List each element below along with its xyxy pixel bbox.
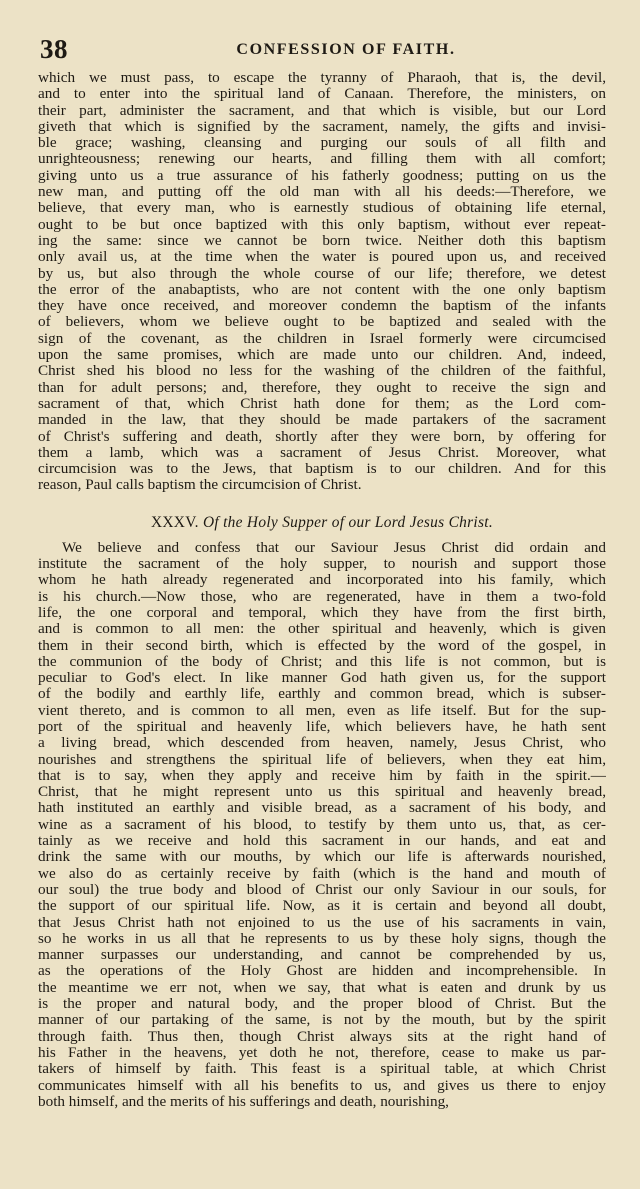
text-line: hath instituted an earthly and visible bread, as a sacrament of his body, and: [38, 800, 606, 817]
text-line: Christ shed his blood no less for the washing of the children of the faithful,: [38, 363, 606, 380]
text-line: whom he hath already regenerated and incorporated into his family, which: [38, 572, 606, 589]
page-number: 38: [40, 34, 68, 64]
text-line: our soul) the true body and blood of Christ our only Saviour in our souls, for: [38, 881, 606, 898]
text-line: manded in the law, that they should be made partakers of the sacrament: [38, 412, 606, 429]
text-line: life, the one corporal and temporal, which they have from the first birth,: [38, 604, 606, 621]
text-line: them a lamb, which was a sacrament of Jesus Christ. Moreover, what: [38, 444, 606, 461]
text-line: and is common to all men: the other spiritual and heavenly, which is given: [38, 621, 606, 638]
text-line: wine as a sacrament of his blood, to testify by them unto us, that, as cer-: [38, 816, 606, 833]
section-heading: [38, 514, 606, 532]
text-line: ble grace; washing, cleansing and purging our souls of all filth and: [38, 135, 606, 152]
text-line: Christ, that he might represent unto us this spiritual and heavenly bread,: [38, 784, 606, 801]
text-line: is the proper and natural body, and the proper blood of Christ. But the: [38, 996, 606, 1013]
text-line: his Father in the heavens, yet doth he not, therefore, cease to make us par-: [38, 1044, 606, 1061]
text-line: tainly as we receive and hold this sacrament in our hands, and eat and: [38, 833, 606, 850]
text-line: sacrament of that, which Christ hath done for them; as the Lord com-: [38, 395, 606, 412]
text-line: them in their second birth, which is effected by the word of the gospel, in: [38, 637, 606, 654]
article-34-continuation-paragraph: [38, 70, 606, 494]
section-title: Of the Holy Supper of our Lord Jesus Christ.: [202, 513, 494, 531]
text-line: is his church.—Now those, who are regenerated, have in them a two-fold: [38, 588, 606, 605]
text-line: by us, but also through the whole course of our life; therefore, we detest: [38, 265, 606, 282]
text-line: manner of our partaking of the same, is not by the mouth, but by the spirit: [38, 1012, 606, 1029]
text-line: both himself, and the merits of his sufferings and death, nourishing,: [38, 1093, 449, 1110]
text-line: We believe and confess that our Saviour Jesus Christ did ordain and: [62, 539, 606, 556]
text-line: unrighteousness; renewing our hearts, and filling them with all comfort;: [38, 151, 606, 168]
text-line: new man, and putting off the old man with all his deeds:—Therefore, we: [38, 184, 606, 201]
text-line: than for adult persons; and, therefore, they ought to receive the sign and: [38, 379, 606, 396]
article-35-paragraph: [38, 540, 606, 1110]
text-line: that is to say, when they apply and receive him by faith in the spirit.—: [38, 767, 606, 784]
text-line: ought to be but once baptized with this only baptism, without ever repeat-: [38, 216, 606, 233]
text-line: a living bread, which descended from heaven, namely, Jesus Christ, who: [38, 735, 606, 752]
text-line: port of the spiritual and heavenly life, which believers have, he hath sent: [38, 718, 606, 735]
section-number: XXXV.: [150, 513, 199, 531]
text-line: of Christ's suffering and death, shortly after they were born, by offering for: [38, 428, 606, 445]
text-line: which we must pass, to escape the tyranny of Pharaoh, that is, the devil,: [38, 70, 606, 86]
page-header: [38, 34, 606, 70]
text-line: ing the same: since we cannot be born twice. Neither doth this baptism: [38, 232, 606, 249]
text-line: sign of the covenant, as the children in Israel formerly were circumcised: [38, 330, 606, 347]
text-line: nourishes and strengthens the spiritual life of believers, when they eat him,: [38, 751, 606, 768]
text-line: the communion of the body of Christ; and this life is not common, but is: [38, 653, 606, 670]
text-line: their part, administer the sacrament, and that which is visible, but our Lord: [38, 102, 606, 119]
running-head: CONFESSION OF FAITH.: [236, 41, 456, 58]
text-line: circumcision was to the Jews, that baptism is to our children. And for this: [38, 461, 606, 478]
text-line: drink the same with our mouths, by which our life is afterwards nourished,: [38, 849, 606, 866]
text-line: as the operations of the Holy Ghost are hidden and incomprehensible. In: [38, 963, 606, 980]
text-line: takers of himself by faith. This feast is a spiritual table, at which Christ: [38, 1061, 606, 1078]
text-line: communicates himself with all his benefits to us, and gives us there to enjoy: [38, 1077, 606, 1094]
text-line: of the bodily and earthly life, earthly and common bread, which is subser-: [38, 686, 606, 703]
text-line: that Jesus Christ hath not enjoined to us the use of his sacraments in vain,: [38, 914, 606, 931]
text-line: peculiar to God's elect. In like manner God hath given us, for the support: [38, 670, 606, 687]
text-line: the meantime we err not, when we say, that what is eaten and drunk by us: [38, 979, 606, 996]
text-line: the error of the anabaptists, who are not content with the one only baptism: [38, 281, 606, 298]
text-line: only avail us, at the time when the water is poured upon us, and received: [38, 249, 606, 266]
text-line: through faith. Thus then, though Christ always sits at the right hand of: [38, 1028, 606, 1045]
text-line: vient thereto, and is common to all men, even as life itself. But for the sup-: [38, 702, 606, 719]
text-line: we also do as certainly receive by faith (which is the hand and mouth of: [38, 865, 606, 882]
text-line: and to enter into the spiritual land of Canaan. Therefore, the ministers, on: [38, 86, 606, 103]
text-line: manner surpasses our understanding, and cannot be comprehended by us,: [38, 947, 606, 964]
text-line: believe, that every man, who is earnestly studious of obtaining life eternal,: [38, 200, 606, 217]
text-line: upon the same promises, which are made unto our children. And, indeed,: [38, 347, 606, 364]
text-line: of believers, whom we believe ought to be baptized and sealed with the: [38, 314, 606, 331]
text-line: reason, Paul calls baptism the circumcision of Christ.: [38, 477, 362, 494]
text-line: they have once received, and moreover condemn the baptism of the infants: [38, 298, 606, 315]
text-line: so he works in us all that he represents to us by these holy signs, though the: [38, 930, 606, 947]
text-line: the support of our spiritual life. Now, as it is certain and beyond all doubt,: [38, 898, 606, 915]
text-line: giving unto us a true assurance of his fatherly goodness; putting on us the: [38, 167, 606, 184]
text-line: institute the sacrament of the holy supper, to nourish and support those: [38, 556, 606, 573]
text-line: giveth that which is signified by the sacrament, namely, the gifts and invisi-: [38, 118, 606, 135]
